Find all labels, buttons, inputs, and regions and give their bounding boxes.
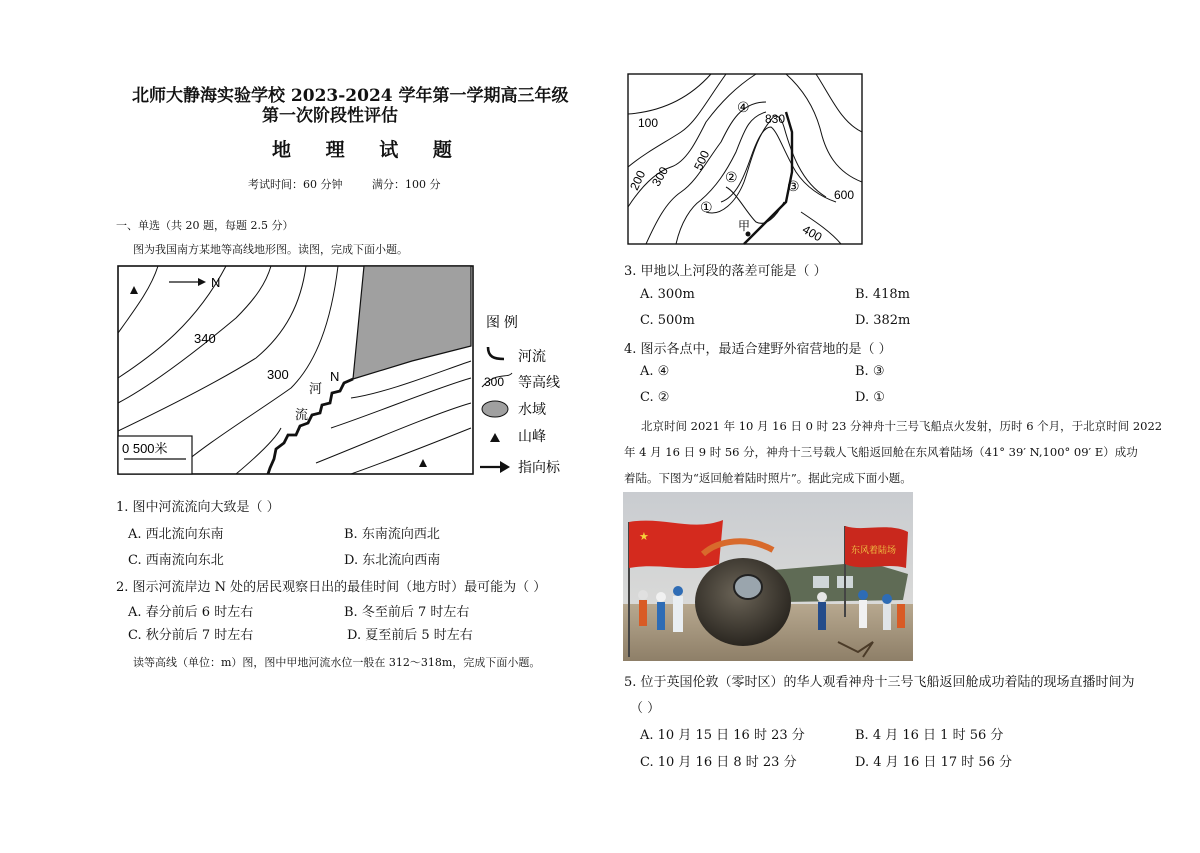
map2-peak-830: 830	[765, 112, 786, 126]
contour-label-340: 340	[194, 331, 216, 346]
water-body	[353, 266, 471, 379]
landing-photo	[623, 492, 913, 661]
school-title: 北师大静海实验学校 2023-2024 学年第一学期高三年级	[132, 86, 569, 106]
legend-contour: 等高线	[518, 374, 560, 390]
q2-option-b[interactable]: B. 冬至前后 7 时左右	[344, 605, 470, 620]
q3-option-d[interactable]: D. 382m	[855, 313, 911, 328]
q2-option-d[interactable]: D. 夏至前后 5 时左右	[347, 628, 473, 643]
q2-option-c[interactable]: C. 秋分前后 7 时左右	[128, 628, 254, 643]
q3-option-c[interactable]: C. 500m	[640, 313, 695, 328]
map2-point-1: ①	[700, 199, 713, 215]
contour-map-2	[626, 72, 866, 246]
map2-contour-100: 100	[638, 116, 659, 130]
intro-paragraph-1: 图为我国南方某地等高线地形图。读图，完成下面小题。	[133, 243, 408, 256]
q1-option-b[interactable]: B. 东南流向西北	[344, 527, 440, 542]
intro-paragraph-3-line-1: 北京时间 2021 年 10 月 16 日 0 时 23 分神舟十三号飞船点火发射，历时 6 个月，于北京时间 2022	[641, 419, 1163, 433]
question-3-stem: 3. 甲地以上河段的落差可能是（ ）	[624, 264, 827, 279]
river-label-2: 流	[295, 407, 309, 422]
q1-option-c[interactable]: C. 西南流向东北	[128, 553, 224, 568]
question-1-stem: 1. 图中河流流向大致是（ ）	[116, 500, 280, 515]
map2-contour-500: 500	[691, 148, 713, 173]
q4-option-d[interactable]: D. ①	[855, 390, 885, 405]
q3-option-a[interactable]: A. 300m	[640, 287, 695, 302]
question-5-stem-line-2: （ ）	[630, 701, 661, 716]
map2-contour-200: 200	[627, 168, 649, 193]
peak-marker-se	[419, 459, 427, 467]
contour-map-1	[116, 263, 576, 483]
subject-title: 地 理 试 题	[272, 139, 466, 161]
map2-point-jia: 甲	[738, 219, 751, 233]
point-n-label: N	[330, 369, 340, 384]
q5-option-d[interactable]: D. 4 月 16 日 17 时 56 分	[855, 755, 1013, 770]
full-score: 满分：100 分	[372, 178, 441, 191]
legend-arrow: 指向标	[518, 459, 560, 475]
svg-text:★: ★	[639, 531, 649, 543]
map2-contour-400: 400	[800, 222, 825, 245]
question-4-stem: 4. 图示各点中，最适合建野外宿营地的是（ ）	[624, 342, 892, 357]
q4-option-a[interactable]: A. ④	[640, 364, 670, 379]
q1-option-d[interactable]: D. 东北流向西南	[344, 553, 441, 568]
map2-contour-300: 300	[648, 164, 672, 189]
peak-marker-nw	[130, 286, 138, 294]
intro-paragraph-3-line-2: 年 4 月 16 日 9 时 56 分，神舟十三号载人飞船返回舱在东风着陆场（41° 39′ N,100° 09′ E）成功	[624, 445, 1138, 459]
assessment-title: 第一次阶段性评估	[262, 106, 398, 126]
river-label-1: 河	[309, 381, 323, 396]
q4-option-b[interactable]: B. ③	[855, 364, 885, 379]
q3-option-b[interactable]: B. 418m	[855, 287, 910, 302]
legend-river: 河流	[518, 348, 546, 364]
contour-label-300: 300	[267, 367, 289, 382]
banner-text: 东风着陆场	[851, 545, 897, 555]
question-2-stem: 2. 图示河流岸边 N 处的居民观察日出的最佳时间（地方时）最可能为（ ）	[116, 580, 547, 595]
q1-option-a[interactable]: A. 西北流向东南	[128, 527, 224, 542]
intro-paragraph-2: 读等高线（单位：m）图，图中甲地河流水位一般在 312～318m，完成下面小题。	[133, 656, 541, 669]
map2-contour-600: 600	[834, 188, 855, 202]
intro-paragraph-3-line-3: 着陆。下图为“返回舱着陆时照片”。据此完成下面小题。	[624, 471, 912, 485]
q2-option-a[interactable]: A. 春分前后 6 时左右	[128, 605, 254, 620]
q4-option-c[interactable]: C. ②	[640, 390, 670, 405]
q5-option-c[interactable]: C. 10 月 16 日 8 时 23 分	[640, 755, 797, 770]
map2-point-3: ③	[787, 178, 800, 194]
legend-contour-value: 300	[484, 375, 505, 389]
china-flag	[629, 520, 723, 568]
legend-water: 水域	[518, 401, 546, 417]
map2-point-2: ②	[725, 169, 738, 185]
q5-option-a[interactable]: A. 10 月 15 日 16 时 23 分	[640, 728, 805, 743]
legend-title: 图 例	[486, 314, 518, 330]
north-label: N	[211, 275, 221, 290]
north-arrow-icon	[198, 278, 206, 286]
q5-option-b[interactable]: B. 4 月 16 日 1 时 56 分	[855, 728, 1004, 743]
question-5-stem-line-1: 5. 位于英国伦敦（零时区）的华人观看神舟十三号飞船返回舱成功着陆的现场直播时间为	[624, 675, 1135, 690]
legend-peak: 山峰	[518, 428, 546, 444]
section-heading: 一、单选（共 20 题，每题 2.5 分）	[116, 219, 294, 232]
return-capsule	[695, 558, 791, 646]
scale-label: 0 500米	[122, 441, 168, 456]
map2-point-4: ④	[737, 99, 750, 115]
exam-time: 考试时间：60 分钟	[248, 178, 343, 191]
